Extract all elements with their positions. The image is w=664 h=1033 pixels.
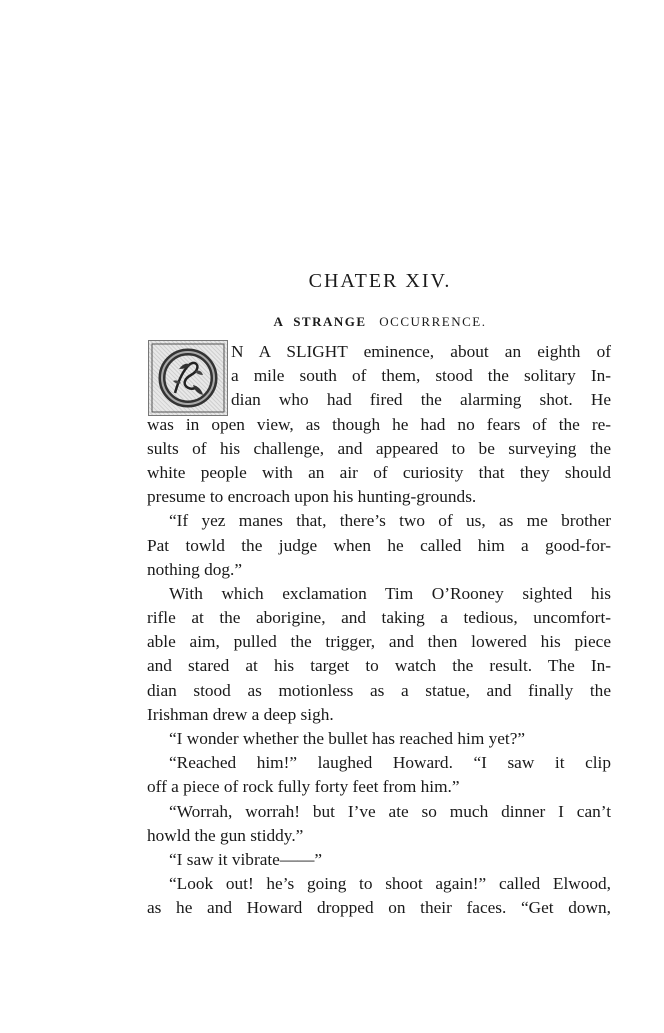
text-line: sults of his challenge, and appeared to be surveying the [147, 438, 611, 458]
text-line: rifle at the aborigine, and taking a tedious, uncomfort- [147, 608, 611, 628]
text-line: With which exclamation Tim O’Rooney sighted his [169, 583, 611, 603]
text-line: white people with an air of curiosity that they should [147, 462, 611, 482]
text-line: N A SLIGHT eminence, about an eighth of [231, 342, 611, 361]
text-line: “Look out! he’s going to shoot again!” called Elwood, [169, 874, 611, 894]
body-text [147, 340, 611, 921]
chapter-subtitle-word-2: STRANGE [293, 314, 367, 329]
text-line: was in open view, as though he had no fears of the re- [147, 414, 611, 434]
text-line: “I wonder whether the bullet has reached him yet?” [169, 729, 526, 748]
text-line: “Reached him!” laughed Howard. “I saw it clip [169, 753, 611, 773]
text-line: Irishman drew a deep sigh. [147, 704, 334, 724]
text-line: off a piece of rock fully forty feet from him.” [147, 777, 460, 797]
text-line: “If yez manes that, there’s two of us, as me brother [169, 511, 611, 531]
text-line: “I saw it vibrate——” [169, 849, 323, 869]
text-line: a mile south of them, stood the solitary In- [231, 366, 611, 386]
chapter-subtitle-word-1: A [273, 314, 285, 329]
text-line: and stared at his target to watch the result. The In- [147, 656, 611, 676]
chapter-subtitle-word-3: OCCURRENCE. [379, 314, 487, 329]
text-line: howld the gun stiddy.” [147, 825, 304, 845]
text-line: nothing dog.” [147, 559, 243, 579]
chapter-subtitle [148, 314, 612, 330]
text-line: dian stood as motionless as a statue, and finally the [147, 680, 611, 700]
text-line: Pat towld the judge when he called him a good-for- [147, 535, 611, 555]
text-line: presume to encroach upon his hunting-grounds. [147, 487, 477, 507]
text-line: dian who had fired the alarming shot. He [231, 390, 611, 410]
text-line: as he and Howard dropped on their faces. “Get down, [147, 898, 611, 918]
text-line: able aim, pulled the trigger, and then lowered his piece [147, 632, 611, 652]
chapter-title: CHATER XIV. [308, 270, 452, 292]
text-line: “Worrah, worrah! but I’ve ate so much dinner I can’t [169, 801, 611, 821]
